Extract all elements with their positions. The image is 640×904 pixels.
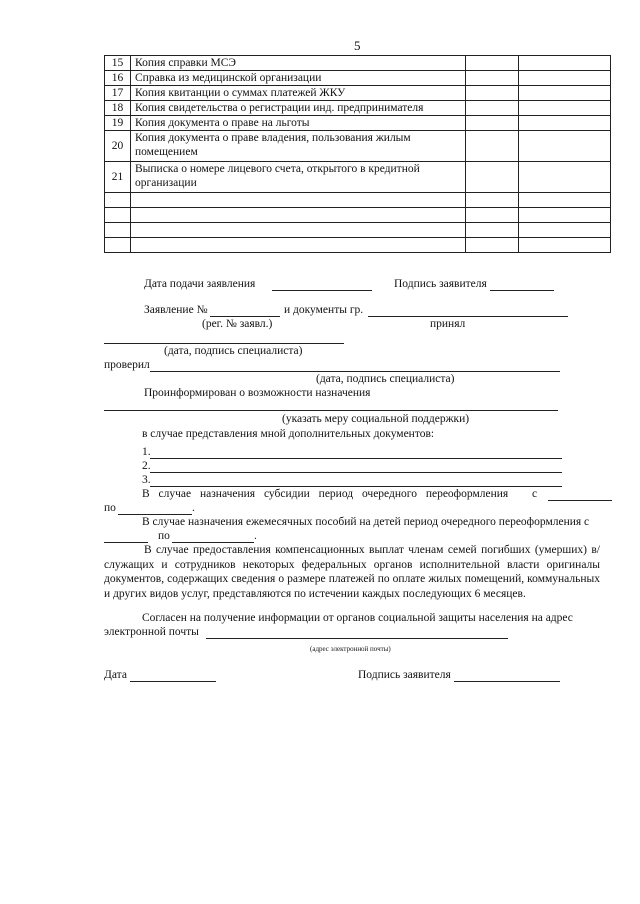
table-cell [131,238,466,253]
table-row [105,56,611,71]
document-name: Выписка о номере лицевого счета, открытого в кредитной организации [131,162,466,193]
informed-label: Проинформирован о возможности назначения [144,387,371,399]
table-cell [466,56,519,71]
table-cell [105,193,131,208]
compensation-paragraph: В случае предоставления компенсационных выплат членам семей погибших (умерших) в/служащих и сотрудников некоторых федеральных органов исполнительной власти оригиналы документов, содержащих сведения о размере платежей по оплате жилых помещений, коммунальных и других видов услуг, представляются по истечении каждых последующих 6 месяцев. [104,544,600,600]
table-cell [466,208,519,223]
table-row [105,208,611,223]
reg-number-caption: (рег. № заявл.) [202,318,273,330]
table-cell [519,71,611,86]
table-cell [519,116,611,131]
table-cell [519,208,611,223]
table-cell [466,162,519,193]
documents-table [104,55,611,253]
document-name: Справка из медицинской организации [131,71,466,86]
documents-citizen-label: и документы гр. [284,304,364,316]
table-cell [466,86,519,101]
period-mark: . [254,530,257,542]
extra-doc-number-2: 2. [142,460,151,472]
row-number: 19 [105,116,131,131]
document-name: Копия справки МСЭ [131,56,466,71]
table-cell [105,238,131,253]
row-number: 15 [105,56,131,71]
table-cell [466,238,519,253]
checked-caption: (дата, подпись специалиста) [316,373,455,385]
submission-date-label: Дата подачи заявления [144,278,256,290]
table-cell [519,56,611,71]
final-date-label: Дата [104,669,127,681]
accepted-label: принял [430,318,466,330]
table-row [105,193,611,208]
submission-date-field[interactable] [272,290,372,291]
subsidy-to-label: по [104,502,116,514]
final-signature-field[interactable] [454,681,560,682]
table-cell [519,193,611,208]
checked-label: проверил [104,359,150,371]
subsidy-to-field[interactable] [118,514,192,515]
table-cell [466,223,519,238]
monthly-to-label: по [158,530,170,542]
table-row [105,131,611,162]
monthly-renewal-label: В случае назначения ежемесячных пособий на детей период очередного переоформления с [142,516,590,528]
document-name: Копия квитанции о суммах платежей ЖКУ [131,86,466,101]
table-row [105,86,611,101]
table-cell [519,86,611,101]
accepted-by-field[interactable] [104,343,344,344]
final-signature-label: Подпись заявителя [358,669,451,681]
table-cell [131,208,466,223]
document-name: Копия свидетельства о регистрации инд. предпринимателя [131,101,466,116]
table-row [105,71,611,86]
extra-doc-number-3: 3. [142,474,151,486]
email-caption: (адрес электронной почты) [310,645,391,653]
extra-doc-field-2[interactable] [150,472,562,473]
checked-by-field[interactable] [150,371,560,372]
table-cell [131,193,466,208]
table-cell [519,223,611,238]
document-name: Копия документа о праве на льготы [131,116,466,131]
table-row [105,238,611,253]
row-number: 18 [105,101,131,116]
applicant-signature-field[interactable] [490,290,554,291]
consent-email-label: электронной почты [104,626,199,638]
table-cell [466,131,519,162]
table-cell [131,223,466,238]
table-cell [519,131,611,162]
extra-doc-number-1: 1. [142,446,151,458]
table-row [105,162,611,193]
accepted-caption: (дата, подпись специалиста) [164,345,303,357]
social-support-caption: (указать меру социальной поддержки) [282,413,470,425]
table-cell [105,223,131,238]
table-cell [519,162,611,193]
statement-number-label: Заявление № [144,304,208,316]
table-row [105,223,611,238]
table-cell [519,238,611,253]
table-cell [466,71,519,86]
citizen-name-field[interactable] [368,316,568,317]
subsidy-renewal-label: В случае назначения субсидии период очередного переоформления [142,488,509,500]
document-name: Копия документа о праве владения, пользования жилым помещением [131,131,466,162]
table-row [105,101,611,116]
row-number: 21 [105,162,131,193]
row-number: 20 [105,131,131,162]
statement-number-field[interactable] [210,316,280,317]
table-cell [466,101,519,116]
extra-doc-field-1[interactable] [150,458,562,459]
table-cell [105,208,131,223]
period-mark: . [192,502,195,514]
table-row [105,116,611,131]
consent-text: Согласен на получение информации от органов социальной защиты населения на адрес [142,612,573,624]
social-support-field[interactable] [104,410,558,411]
email-field[interactable] [206,638,508,639]
extra-documents-label: в случае представления мной дополнительных документов: [142,428,435,440]
row-number: 16 [105,71,131,86]
applicant-signature-label: Подпись заявителя [394,278,487,290]
table-cell [466,116,519,131]
extra-doc-field-3[interactable] [150,486,562,487]
subsidy-from-label: с [532,488,538,500]
table-cell [466,193,519,208]
table-cell [519,101,611,116]
page-number: 5 [354,38,361,53]
subsidy-from-field[interactable] [548,500,612,501]
row-number: 17 [105,86,131,101]
final-date-field[interactable] [130,681,216,682]
